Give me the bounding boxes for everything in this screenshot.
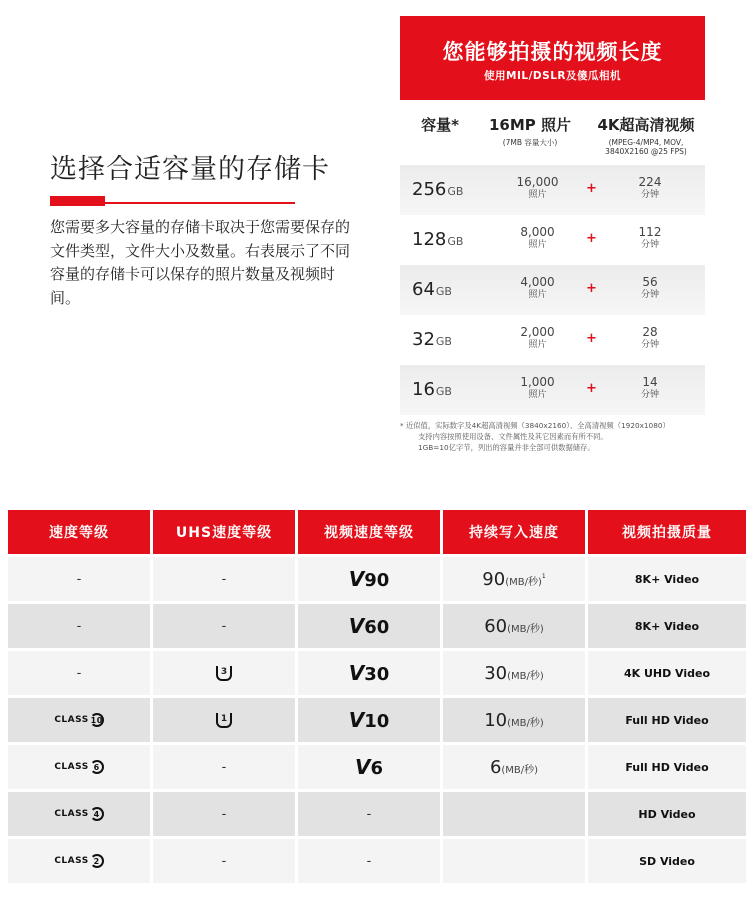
capacity-row <box>400 215 705 265</box>
video-quality-cell <box>588 698 746 742</box>
uhs-class-logo-icon: 1 <box>216 713 232 728</box>
capacity-footnote <box>400 415 700 453</box>
photo-count <box>500 376 575 402</box>
video-class-cell <box>298 698 440 742</box>
capacity-row <box>400 265 705 315</box>
footnote-line: * 近似值，实际数字及4K超高清视频（3840x2160）、全高清视频（1920x1080） <box>400 421 670 430</box>
capacity-size: 32GB <box>412 329 452 350</box>
photo-count-unit: 照片 <box>528 340 547 350</box>
capacity-unit: GB <box>435 385 452 398</box>
speed-table-row <box>8 839 746 883</box>
video-quality-text: Full HD Video <box>625 760 709 774</box>
dash-text: - <box>221 759 227 775</box>
video-quality-text: 4K UHD Video <box>623 666 711 680</box>
video-class-letter: V <box>348 614 365 638</box>
video-class-letter: V <box>348 661 365 685</box>
intro-title: 选择合适容量的存储卡 <box>50 154 330 185</box>
video-minutes-unit: 分钟 <box>640 190 659 200</box>
capacity-unit: GB <box>435 335 452 348</box>
speed-table-row <box>8 745 746 789</box>
col-photos-sub: (7MB 容量大小) <box>502 138 558 147</box>
write-speed-cell <box>443 651 585 695</box>
write-speed-unit: (MB/秒) <box>507 670 544 682</box>
header-uhs-class: UHS速度等级 <box>153 510 295 554</box>
video-quality-cell <box>588 604 746 648</box>
video-class-logo-icon <box>349 567 390 591</box>
uhs-class-cell <box>153 839 295 883</box>
video-quality-cell <box>588 745 746 789</box>
write-speed-cell <box>443 557 585 601</box>
write-speed-value: 6(MB/秒) <box>489 756 539 778</box>
video-minutes-value: 224 <box>638 175 662 189</box>
plus-icon: + <box>586 381 597 396</box>
write-speed-unit: (MB/秒) <box>501 764 539 776</box>
photo-count-unit: 照片 <box>528 390 547 400</box>
photo-count-unit: 照片 <box>528 290 547 300</box>
photo-count <box>500 276 575 302</box>
speed-table-row <box>8 792 746 836</box>
video-minutes-unit: 分钟 <box>640 340 659 350</box>
photo-count-value: 2,000 <box>520 325 555 339</box>
video-minutes <box>625 226 675 252</box>
video-class-cell <box>298 604 440 648</box>
video-class-number: 30 <box>364 664 390 685</box>
dash-text: - <box>366 853 372 869</box>
class-number: 10 <box>90 713 104 727</box>
col-photos-label: 16MP 照片 <box>488 116 572 134</box>
video-quality-text: 8K+ Video <box>634 572 700 586</box>
video-class-logo-icon <box>349 708 390 732</box>
class-word: CLASS <box>54 856 89 866</box>
capacity-unit: GB <box>435 285 452 298</box>
video-quality-cell <box>588 792 746 836</box>
write-speed-cell <box>443 792 585 836</box>
plus-icon: + <box>586 231 597 246</box>
video-quality-cell <box>588 651 746 695</box>
col-video <box>586 114 706 156</box>
write-speed-value: 30(MB/秒) <box>484 662 544 684</box>
capacity-rows <box>400 165 705 415</box>
title-underline <box>105 202 295 204</box>
speed-class-cell <box>8 745 150 789</box>
col-capacity: 容量* <box>421 116 459 134</box>
video-class-letter: V <box>354 755 371 779</box>
write-speed-footnote: 1 <box>541 572 546 580</box>
capacity-row <box>400 165 705 215</box>
write-speed-cell <box>443 839 585 883</box>
speed-class-cell <box>8 698 150 742</box>
video-class-cell <box>298 557 440 601</box>
class-word: CLASS <box>54 715 89 725</box>
capacity-size: 128GB <box>412 229 464 250</box>
dash-text: - <box>221 571 227 587</box>
speed-class-cell <box>8 839 150 883</box>
video-class-number: 10 <box>364 711 390 732</box>
video-minutes-value: 28 <box>642 325 658 339</box>
capacity-column-headers <box>400 100 705 165</box>
video-minutes <box>625 176 675 202</box>
capacity-size: 256GB <box>412 179 464 200</box>
class-number: 4 <box>90 807 104 821</box>
photo-count-value: 8,000 <box>520 225 555 239</box>
video-class-logo-icon <box>355 755 383 779</box>
intro-section <box>50 150 360 310</box>
uhs-class-cell <box>153 745 295 789</box>
uhs-class-logo-icon: 3 <box>216 666 232 681</box>
speed-class-logo-icon <box>54 760 103 774</box>
plus-icon: + <box>586 281 597 296</box>
video-class-logo-icon <box>349 661 390 685</box>
video-minutes-unit: 分钟 <box>640 290 659 300</box>
video-class-letter: V <box>348 708 365 732</box>
photo-count <box>500 326 575 352</box>
photo-count-unit: 照片 <box>528 190 547 200</box>
dash-text: - <box>76 571 82 587</box>
intro-description: 您需要多大容量的存储卡取决于您需要保存的文件类型，文件大小及数量。右表展示了不同容量的存储卡可以保存的照片数量及视频时间。 <box>50 218 351 307</box>
video-class-logo-icon <box>349 614 390 638</box>
speed-class-cell <box>8 792 150 836</box>
photo-count <box>500 176 575 202</box>
write-speed-unit: (MB/秒) <box>507 623 544 635</box>
video-minutes-value: 14 <box>642 375 658 389</box>
speed-class-logo-icon <box>54 713 103 727</box>
video-quality-cell <box>588 839 746 883</box>
uhs-class-cell <box>153 698 295 742</box>
write-speed-cell <box>443 745 585 789</box>
video-quality-text: HD Video <box>638 807 696 821</box>
header-video-quality: 视频拍摄质量 <box>588 510 746 554</box>
dash-text: - <box>76 665 82 681</box>
photo-count-unit: 照片 <box>528 240 547 250</box>
video-minutes-value: 56 <box>642 275 658 289</box>
photo-count-value: 16,000 <box>516 175 559 189</box>
dash-text: - <box>221 853 227 869</box>
class-number: 6 <box>90 760 104 774</box>
capacity-row <box>400 315 705 365</box>
uhs-class-cell <box>153 604 295 648</box>
video-class-cell <box>298 839 440 883</box>
video-class-number: 6 <box>370 758 383 779</box>
video-class-cell <box>298 792 440 836</box>
write-speed-value: 60(MB/秒) <box>484 615 544 637</box>
photo-count <box>500 226 575 252</box>
video-quality-text: SD Video <box>639 854 695 868</box>
dash-text: - <box>221 806 227 822</box>
header-speed-class: 速度等级 <box>8 510 150 554</box>
speed-class-logo-icon <box>54 854 103 868</box>
class-number: 2 <box>90 854 104 868</box>
capacity-size: 16GB <box>412 379 452 400</box>
write-speed-unit: (MB/秒) <box>507 717 544 729</box>
speed-class-logo-icon <box>54 807 103 821</box>
video-minutes <box>625 276 675 302</box>
photo-count-value: 4,000 <box>520 275 555 289</box>
col-photos <box>480 114 580 147</box>
write-speed-value: 90(MB/秒)$^1$ <box>482 568 546 590</box>
header-video-class: 视频速度等级 <box>298 510 440 554</box>
video-quality-text: 8K+ Video <box>634 619 700 633</box>
footnote-line: 支持内容按照使用设备、文件属性及其它因素而有所不同。 <box>418 432 608 441</box>
class-word: CLASS <box>54 762 89 772</box>
video-minutes-value: 112 <box>638 225 662 239</box>
uhs-class-cell <box>153 792 295 836</box>
uhs-class-cell <box>153 651 295 695</box>
speed-class-table <box>8 510 746 883</box>
video-quality-text: Full HD Video <box>625 713 709 727</box>
write-speed-cell <box>443 604 585 648</box>
footnote-line: 1GB=10亿字节，列出的容量并非全部可供数据储存。 <box>418 443 595 452</box>
speed-table-rows <box>8 557 746 883</box>
capacity-row <box>400 365 705 415</box>
video-class-number: 90 <box>364 570 390 591</box>
speed-class-cell <box>8 557 150 601</box>
speed-table-row <box>8 604 746 648</box>
header-write-speed: 持续写入速度 <box>443 510 585 554</box>
capacity-table-header <box>400 16 705 100</box>
title-accent-bar <box>50 196 105 206</box>
video-class-cell <box>298 651 440 695</box>
video-class-number: 60 <box>364 617 390 638</box>
video-minutes-unit: 分钟 <box>640 390 659 400</box>
dash-text: - <box>76 618 82 634</box>
video-class-cell <box>298 745 440 789</box>
video-minutes-unit: 分钟 <box>640 240 659 250</box>
video-quality-cell <box>588 557 746 601</box>
plus-icon: + <box>586 181 597 196</box>
dash-text: - <box>366 806 372 822</box>
dash-text: - <box>221 618 227 634</box>
speed-table-row <box>8 557 746 601</box>
speed-table-header <box>8 510 746 554</box>
capacity-table-subtitle: 使用MIL/DSLR及傻瓜相机 <box>484 70 621 82</box>
video-class-letter: V <box>348 567 365 591</box>
capacity-table <box>400 16 705 453</box>
col-video-label: 4K超高清视频 <box>597 116 695 134</box>
col-video-sub: (MPEG-4/MP4, MOV, 3840X2160 @25 FPS) <box>605 138 687 156</box>
photo-count-value: 1,000 <box>520 375 555 389</box>
capacity-unit: GB <box>447 185 464 198</box>
uhs-class-cell <box>153 557 295 601</box>
speed-class-cell <box>8 651 150 695</box>
video-minutes <box>625 326 675 352</box>
capacity-unit: GB <box>447 235 464 248</box>
class-word: CLASS <box>54 809 89 819</box>
speed-table-row <box>8 651 746 695</box>
write-speed-value: 10(MB/秒) <box>484 709 544 731</box>
plus-icon: + <box>586 331 597 346</box>
write-speed-cell <box>443 698 585 742</box>
speed-class-cell <box>8 604 150 648</box>
write-speed-unit: (MB/秒) <box>505 576 542 588</box>
capacity-table-title: 您能够拍摄的视频长度 <box>442 40 663 64</box>
speed-table-row <box>8 698 746 742</box>
capacity-size: 64GB <box>412 279 452 300</box>
video-minutes <box>625 376 675 402</box>
